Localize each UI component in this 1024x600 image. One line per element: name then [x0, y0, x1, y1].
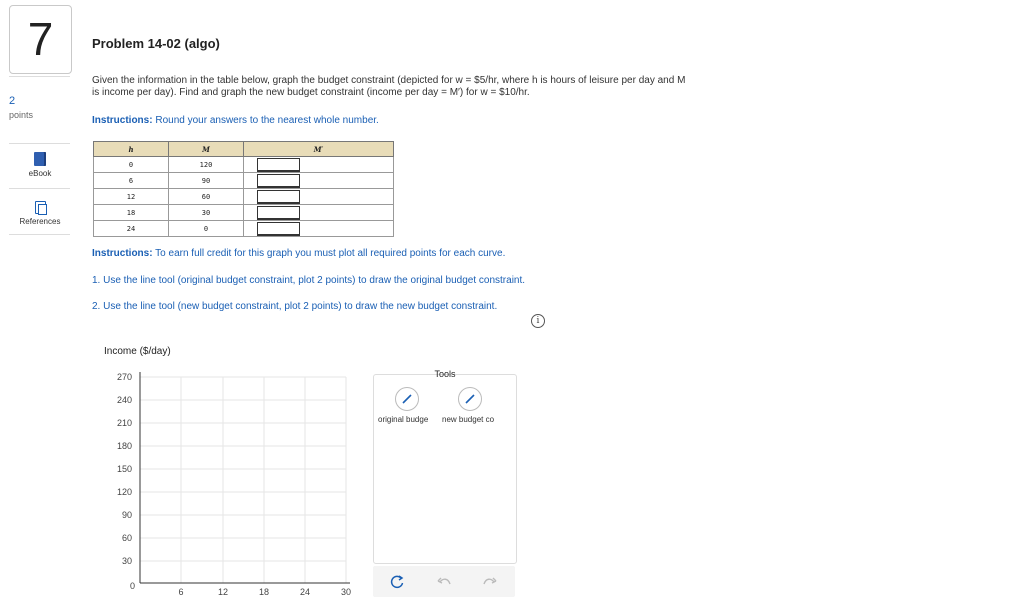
question-number-box — [9, 5, 72, 74]
instructions-label: Instructions: — [92, 115, 153, 126]
instructions-text: Round your answers to the nearest whole number. — [155, 115, 379, 126]
table-row — [94, 221, 394, 237]
x-tick-label: 30 — [340, 587, 352, 597]
table-header-m-prime: M′ — [244, 142, 394, 157]
tools-panel — [373, 369, 517, 564]
table-cell-m: 60 — [169, 189, 244, 205]
table-cell-h: 24 — [94, 221, 169, 237]
table-cell-m: 120 — [169, 157, 244, 173]
table-row — [94, 157, 394, 173]
table-cell-h: 6 — [94, 173, 169, 189]
sidebar-divider — [9, 143, 70, 144]
table-header-h: h — [94, 142, 169, 157]
table-row — [94, 173, 394, 189]
problem-title: Problem 14-02 (algo) — [92, 36, 220, 51]
line-tool-icon — [459, 388, 481, 410]
sidebar-item-label: References — [19, 217, 61, 226]
y-tick-label: 180 — [116, 441, 132, 451]
data-table — [93, 141, 394, 237]
m-prime-input[interactable] — [257, 206, 300, 220]
table-cell-m-prime — [244, 173, 394, 189]
table-cell-h: 18 — [94, 205, 169, 221]
reset-icon[interactable] — [389, 574, 405, 590]
table-cell-h: 0 — [94, 157, 169, 173]
sidebar-divider — [9, 188, 70, 189]
info-icon[interactable]: i — [531, 314, 545, 328]
points-value: 2 — [9, 95, 16, 107]
y-tick-label: 60 — [121, 533, 132, 543]
y-tick-label: 30 — [121, 556, 132, 566]
problem-text-line2: is income per day). Find and graph the new budget constraint (income per day = M′) for w = $10/hr. — [92, 87, 530, 98]
tool-label-new: new budget co — [442, 415, 495, 424]
table-cell-m-prime — [244, 189, 394, 205]
graph-plot-area[interactable] — [100, 360, 360, 600]
m-prime-input[interactable] — [257, 222, 300, 236]
y-tick-label: 90 — [121, 510, 132, 520]
table-cell-m-prime — [244, 221, 394, 237]
m-prime-input[interactable] — [257, 190, 300, 204]
ebook-icon — [34, 152, 46, 166]
y-tick-label: 210 — [116, 418, 132, 428]
table-cell-m: 90 — [169, 173, 244, 189]
graph-instructions-text: To earn full credit for this graph you must plot all required points for each curve. — [155, 248, 506, 259]
instruction-step-2: 2. Use the line tool (new budget constraint, plot 2 points) to draw the new budget constraint. — [92, 301, 498, 312]
x-tick-label: 24 — [299, 587, 311, 597]
line-tool-icon — [396, 388, 418, 410]
round-instructions — [92, 115, 379, 126]
table-cell-m-prime — [244, 205, 394, 221]
new-budget-line-tool-button[interactable] — [458, 387, 482, 411]
y-tick-label: 240 — [116, 395, 132, 405]
m-prime-input[interactable] — [257, 158, 300, 172]
table-row — [94, 205, 394, 221]
table-cell-m: 30 — [169, 205, 244, 221]
redo-icon[interactable] — [481, 574, 499, 590]
tools-title: Tools — [434, 369, 456, 379]
y-tick-label: 0 — [129, 581, 135, 591]
y-axis-label: Income ($/day) — [104, 346, 171, 357]
sidebar-divider — [9, 234, 70, 235]
tool-label-original: original budge — [378, 415, 429, 424]
table-cell-m-prime — [244, 157, 394, 173]
original-budget-line-tool-button[interactable] — [395, 387, 419, 411]
m-prime-input[interactable] — [257, 174, 300, 188]
instruction-step-1: 1. Use the line tool (original budget constraint, plot 2 points) to draw the original budget constraint. — [92, 275, 526, 286]
graph-controls-bar — [373, 566, 515, 597]
y-tick-label: 270 — [116, 372, 132, 382]
x-tick-label: 12 — [217, 587, 229, 597]
table-row — [94, 189, 394, 205]
grid-lines — [140, 377, 346, 583]
sidebar-item-label: eBook — [28, 169, 52, 178]
table-header-row — [94, 142, 394, 157]
references-icon — [35, 201, 46, 214]
x-tick-label: 6 — [178, 587, 184, 597]
points-label: points — [9, 110, 34, 120]
problem-text — [92, 75, 812, 99]
sidebar-item-ebook[interactable] — [9, 152, 71, 178]
x-tick-label: 18 — [258, 587, 270, 597]
undo-icon[interactable] — [435, 574, 453, 590]
graph-instructions — [92, 248, 505, 259]
sidebar-divider — [9, 76, 70, 77]
y-tick-label: 150 — [116, 464, 132, 474]
table-cell-m: 0 — [169, 221, 244, 237]
sidebar-item-references[interactable] — [9, 201, 71, 226]
table-header-m: M — [169, 142, 244, 157]
table-cell-h: 12 — [94, 189, 169, 205]
graph-instructions-label: Instructions: — [92, 248, 153, 259]
question-number: 7 — [27, 13, 54, 65]
y-tick-label: 120 — [116, 487, 132, 497]
problem-text-line1: Given the information in the table below, graph the budget constraint (depicted for w = $5/hr, where h is hours of leisure per day and M — [92, 75, 686, 86]
